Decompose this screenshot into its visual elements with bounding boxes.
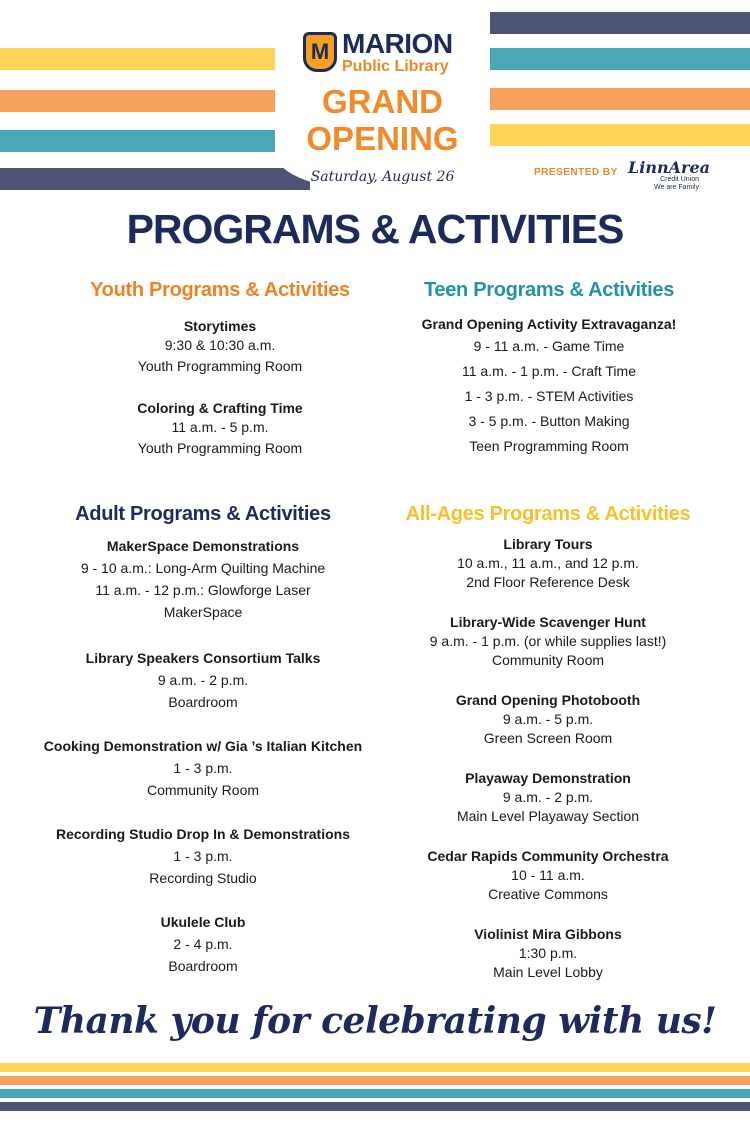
event-time: 11 a.m. - 12 p.m.: Glowforge Laser [95, 582, 311, 598]
teen-section [390, 279, 708, 459]
header-stripe [470, 88, 750, 110]
footer-stripe [0, 1102, 750, 1111]
event-title: Cooking Demonstration w/ Gia ’s Italian Kitchen [43, 738, 363, 754]
sponsor-tagline: Credit Union We are Family [654, 176, 699, 191]
event-location: Recording Studio [149, 870, 257, 886]
event-title: Grand Opening Photobooth [455, 692, 641, 708]
teen-heading: Teen Programs & Activities [423, 279, 675, 301]
event-time: 9:30 & 10:30 a.m. [164, 337, 276, 353]
event-location: Main Level Playaway Section [456, 808, 640, 824]
event-location: Main Level Lobby [493, 964, 603, 980]
event-title: Library Tours [503, 536, 593, 552]
event-title: Storytimes [183, 318, 257, 334]
event-title: Library-Wide Scavenger Hunt [450, 614, 646, 630]
header-stripe [0, 90, 300, 112]
header-stripe [450, 12, 750, 34]
event-title: Playaway Demonstration [465, 770, 631, 786]
footer-stripe [0, 1089, 750, 1098]
event-time: 1:30 p.m. [518, 945, 578, 961]
event-item [390, 314, 708, 459]
header-stripe [480, 124, 750, 146]
youth-heading: Youth Programs & Activities [90, 279, 350, 301]
event-title: Violinist Mira Gibbons [474, 926, 622, 942]
header-stripe [470, 48, 750, 70]
event-location: Teen Programming Room [469, 438, 629, 454]
allages-section [388, 503, 708, 982]
event-time: 10 a.m., 11 a.m., and 12 p.m. [457, 555, 639, 571]
header-stripe [0, 168, 310, 190]
event-time: 1 - 3 p.m. - STEM Activities [464, 388, 634, 404]
event-time: 9 a.m. - 2 p.m. [157, 672, 249, 688]
footer-stripe [0, 1063, 750, 1072]
event-title: Coloring & Crafting Time [137, 400, 303, 416]
event-location: MakerSpace [163, 604, 243, 620]
adult-section [30, 503, 376, 977]
thank-you-message: Thank you for celebrating with us! [33, 1000, 717, 1042]
event-time: 9 a.m. - 1 p.m. (or while supplies last!) [429, 633, 667, 649]
event-time: 1 - 3 p.m. [173, 848, 233, 864]
event-time: 2 - 4 p.m. [173, 936, 233, 952]
event-time: 3 - 5 p.m. - Button Making [468, 413, 630, 429]
event-item [30, 735, 376, 801]
event-location: Community Room [491, 652, 605, 668]
library-name: MARION [342, 28, 453, 59]
event-title: Ukulele Club [160, 914, 246, 930]
event-item [388, 691, 708, 748]
sponsor-logo: LinnArea [628, 158, 710, 177]
event-title: Cedar Rapids Community Orchestra [427, 848, 669, 864]
event-location: Community Room [146, 782, 260, 798]
allages-heading: All-Ages Programs & Activities [405, 503, 691, 525]
adult-heading: Adult Programs & Activities [75, 503, 331, 525]
event-item [30, 911, 376, 977]
event-item [55, 317, 385, 376]
event-time: 1 - 3 p.m. [173, 760, 233, 776]
event-time: 11 a.m. - 5 p.m. [171, 419, 269, 435]
event-location: Boardroom [168, 694, 238, 710]
event-title: Recording Studio Drop In & Demonstrations [55, 826, 350, 842]
event-location: 2nd Floor Reference Desk [466, 574, 630, 590]
event-location: Boardroom [168, 958, 238, 974]
event-time: 9 a.m. - 2 p.m. [502, 789, 594, 805]
opening-title: OPENING [306, 120, 459, 157]
event-time: 10 - 11 a.m. [511, 867, 585, 883]
event-time: 9 - 11 a.m. - Game Time [473, 338, 625, 354]
event-item [388, 613, 708, 670]
page-title: PROGRAMS & ACTIVITIES [126, 206, 624, 252]
youth-section [55, 279, 385, 458]
event-time: 11 a.m. - 1 p.m. - Craft Time [461, 363, 636, 379]
event-title: MakerSpace Demonstrations [106, 538, 300, 554]
presented-by-label: PRESENTED BY [534, 167, 618, 178]
event-date: Saturday, August 26 [310, 169, 455, 185]
event-item [388, 925, 708, 982]
header-stripe [0, 130, 300, 152]
event-item [388, 847, 708, 904]
footer-stripe [0, 1076, 750, 1085]
event-item [30, 535, 376, 623]
event-item [388, 769, 708, 826]
library-logo-icon: M [303, 32, 337, 72]
event-item [30, 647, 376, 713]
event-location: Youth Programming Room [137, 358, 303, 374]
header-stripe [0, 48, 300, 70]
event-title: Library Speakers Consortium Talks [85, 650, 321, 666]
event-title: Grand Opening Activity Extravaganza! [421, 316, 677, 332]
event-time: 9 - 10 a.m.: Long-Arm Quilting Machine [80, 560, 326, 576]
event-item [30, 823, 376, 889]
event-item [55, 399, 385, 458]
event-time: 9 a.m. - 5 p.m. [502, 711, 594, 727]
event-location: Creative Commons [488, 886, 608, 902]
event-location: Green Screen Room [483, 730, 613, 746]
library-subtitle: Public Library [342, 58, 449, 75]
event-item [388, 535, 708, 592]
event-location: Youth Programming Room [137, 440, 303, 456]
grand-title: GRAND [322, 83, 443, 120]
